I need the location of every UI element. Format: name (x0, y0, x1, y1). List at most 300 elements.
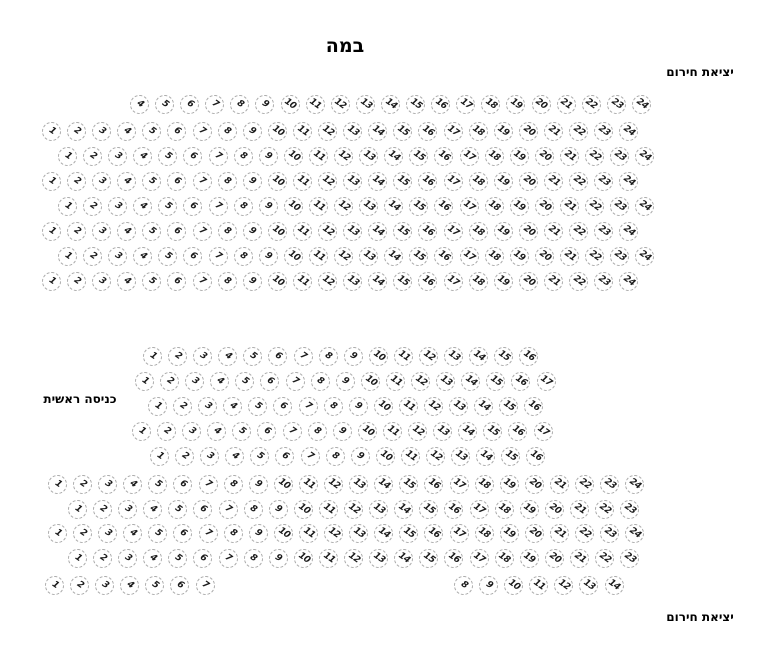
seat-rear-r4-9[interactable] (243, 172, 262, 191)
seat-front-r3-22[interactable] (575, 524, 594, 543)
seat-middle-r5-1[interactable] (150, 447, 169, 466)
seat-rear-r2-12[interactable] (318, 122, 337, 141)
seat-front-r3-2[interactable] (73, 524, 92, 543)
seat-rear-r1-12[interactable] (331, 95, 350, 114)
seat-rear-r3-1[interactable] (58, 147, 77, 166)
seat-rear-r2-16[interactable] (418, 122, 437, 141)
seat-rear-r7-19[interactable] (510, 247, 529, 266)
seat-front-r3-24[interactable] (625, 524, 644, 543)
seat-front-r3-11[interactable] (299, 524, 318, 543)
seat-middle-r2-13[interactable] (436, 372, 455, 391)
seat-middle-r1-12[interactable] (419, 347, 438, 366)
seat-front-r1-8[interactable] (224, 475, 243, 494)
seat-rear-r2-4[interactable] (117, 122, 136, 141)
seat-front-r3-9[interactable] (249, 524, 268, 543)
seat-front-r2-20[interactable] (545, 500, 564, 519)
seat-rear-r3-23[interactable] (610, 147, 629, 166)
seat-rear-r3-16[interactable] (434, 147, 453, 166)
seat-middle-r5-13[interactable] (451, 447, 470, 466)
seat-rear-r3-4[interactable] (133, 147, 152, 166)
seat-rear-r8-9[interactable] (243, 272, 262, 291)
seat-rear-r3-24[interactable] (635, 147, 654, 166)
seat-middle-r3-16[interactable] (524, 397, 543, 416)
seat-rear-r7-18[interactable] (485, 247, 504, 266)
seat-front-r1-12[interactable] (324, 475, 343, 494)
seat-front-r4-5[interactable] (168, 549, 187, 568)
seat-front-r5-10[interactable] (504, 576, 523, 595)
seat-middle-r4-4[interactable] (207, 422, 226, 441)
seat-rear-r5-16[interactable] (434, 197, 453, 216)
seat-front-r4-23[interactable] (620, 549, 639, 568)
seat-rear-r4-7[interactable] (193, 172, 212, 191)
seat-middle-r5-8[interactable] (326, 447, 345, 466)
seat-rear-r4-2[interactable] (67, 172, 86, 191)
seat-middle-r3-9[interactable] (349, 397, 368, 416)
seat-front-r2-3[interactable] (118, 500, 137, 519)
seat-rear-r4-3[interactable] (92, 172, 111, 191)
seat-rear-r6-19[interactable] (494, 222, 513, 241)
seat-rear-r1-6[interactable] (180, 95, 199, 114)
seat-rear-r8-4[interactable] (117, 272, 136, 291)
seat-rear-r4-12[interactable] (318, 172, 337, 191)
seat-middle-r3-6[interactable] (273, 397, 292, 416)
seat-middle-r5-9[interactable] (351, 447, 370, 466)
seat-rear-r1-18[interactable] (481, 95, 500, 114)
seat-middle-r2-5[interactable] (235, 372, 254, 391)
seat-rear-r6-17[interactable] (444, 222, 463, 241)
seat-rear-r2-18[interactable] (469, 122, 488, 141)
seat-middle-r4-3[interactable] (182, 422, 201, 441)
seat-middle-r3-12[interactable] (424, 397, 443, 416)
seat-rear-r3-14[interactable] (384, 147, 403, 166)
seat-middle-r1-11[interactable] (394, 347, 413, 366)
seat-rear-r4-10[interactable] (268, 172, 287, 191)
seat-rear-r2-17[interactable] (444, 122, 463, 141)
seat-front-r2-18[interactable] (495, 500, 514, 519)
seat-rear-r6-13[interactable] (343, 222, 362, 241)
seat-rear-r4-21[interactable] (544, 172, 563, 191)
seat-middle-r1-10[interactable] (369, 347, 388, 366)
seat-rear-r5-5[interactable] (158, 197, 177, 216)
seat-front-r1-18[interactable] (475, 475, 494, 494)
seat-front-r4-22[interactable] (595, 549, 614, 568)
seat-front-r1-20[interactable] (525, 475, 544, 494)
seat-rear-r8-20[interactable] (519, 272, 538, 291)
seat-rear-r5-2[interactable] (83, 197, 102, 216)
seat-rear-r8-22[interactable] (569, 272, 588, 291)
seat-rear-r6-20[interactable] (519, 222, 538, 241)
seat-front-r2-1[interactable] (68, 500, 87, 519)
seat-middle-r1-16[interactable] (519, 347, 538, 366)
seat-front-r4-16[interactable] (444, 549, 463, 568)
seat-middle-r4-17[interactable] (534, 422, 553, 441)
seat-rear-r2-21[interactable] (544, 122, 563, 141)
seat-rear-r8-11[interactable] (293, 272, 312, 291)
seat-rear-r4-18[interactable] (469, 172, 488, 191)
seat-front-r4-13[interactable] (369, 549, 388, 568)
seat-rear-r8-23[interactable] (594, 272, 613, 291)
seat-rear-r3-3[interactable] (108, 147, 127, 166)
seat-front-r1-24[interactable] (625, 475, 644, 494)
seat-middle-r2-17[interactable] (537, 372, 556, 391)
seat-rear-r4-24[interactable] (619, 172, 638, 191)
seat-rear-r2-3[interactable] (92, 122, 111, 141)
seat-middle-r5-15[interactable] (501, 447, 520, 466)
seat-rear-r3-10[interactable] (284, 147, 303, 166)
seat-rear-r8-17[interactable] (444, 272, 463, 291)
seat-rear-r3-5[interactable] (158, 147, 177, 166)
seat-rear-r3-6[interactable] (183, 147, 202, 166)
seat-front-r1-9[interactable] (249, 475, 268, 494)
seat-rear-r4-16[interactable] (418, 172, 437, 191)
seat-rear-r8-19[interactable] (494, 272, 513, 291)
seat-middle-r5-16[interactable] (526, 447, 545, 466)
seat-rear-r1-17[interactable] (456, 95, 475, 114)
seat-middle-r1-1[interactable] (143, 347, 162, 366)
seat-front-r4-19[interactable] (520, 549, 539, 568)
seat-front-r1-3[interactable] (98, 475, 117, 494)
seat-middle-r4-12[interactable] (408, 422, 427, 441)
seat-rear-r4-23[interactable] (594, 172, 613, 191)
seat-middle-r4-13[interactable] (433, 422, 452, 441)
seat-rear-r7-21[interactable] (560, 247, 579, 266)
seat-front-r2-22[interactable] (595, 500, 614, 519)
seat-middle-r1-14[interactable] (469, 347, 488, 366)
seat-rear-r5-13[interactable] (359, 197, 378, 216)
seat-rear-r5-23[interactable] (610, 197, 629, 216)
seat-front-r5-9[interactable] (479, 576, 498, 595)
seat-front-r4-11[interactable] (319, 549, 338, 568)
seat-rear-r4-14[interactable] (368, 172, 387, 191)
seat-rear-r7-11[interactable] (309, 247, 328, 266)
seat-rear-r6-18[interactable] (469, 222, 488, 241)
seat-front-r2-5[interactable] (168, 500, 187, 519)
seat-middle-r1-15[interactable] (494, 347, 513, 366)
seat-rear-r6-16[interactable] (418, 222, 437, 241)
seat-rear-r7-14[interactable] (384, 247, 403, 266)
seat-front-r5-14[interactable] (605, 576, 624, 595)
seat-front-r5-8[interactable] (454, 576, 473, 595)
seat-middle-r3-10[interactable] (374, 397, 393, 416)
seat-rear-r2-10[interactable] (268, 122, 287, 141)
seat-middle-r5-7[interactable] (301, 447, 320, 466)
seat-middle-r4-7[interactable] (283, 422, 302, 441)
seat-rear-r6-2[interactable] (67, 222, 86, 241)
seat-rear-r5-24[interactable] (635, 197, 654, 216)
seat-middle-r4-14[interactable] (458, 422, 477, 441)
seat-front-r1-15[interactable] (399, 475, 418, 494)
seat-middle-r5-14[interactable] (476, 447, 495, 466)
seat-rear-r1-22[interactable] (582, 95, 601, 114)
seat-rear-r8-24[interactable] (619, 272, 638, 291)
seat-rear-r8-1[interactable] (42, 272, 61, 291)
seat-rear-r7-7[interactable] (209, 247, 228, 266)
seat-middle-r2-1[interactable] (135, 372, 154, 391)
seat-front-r4-14[interactable] (394, 549, 413, 568)
seat-rear-r1-7[interactable] (205, 95, 224, 114)
seat-rear-r3-22[interactable] (585, 147, 604, 166)
seat-front-r2-10[interactable] (294, 500, 313, 519)
seat-rear-r2-7[interactable] (193, 122, 212, 141)
seat-rear-r8-10[interactable] (268, 272, 287, 291)
seat-rear-r7-16[interactable] (434, 247, 453, 266)
seat-middle-r1-4[interactable] (218, 347, 237, 366)
seat-rear-r3-8[interactable] (234, 147, 253, 166)
seat-rear-r6-24[interactable] (619, 222, 638, 241)
seat-rear-r5-9[interactable] (259, 197, 278, 216)
seat-middle-r5-3[interactable] (200, 447, 219, 466)
seat-rear-r3-7[interactable] (209, 147, 228, 166)
seat-front-r2-16[interactable] (444, 500, 463, 519)
seat-front-r3-19[interactable] (500, 524, 519, 543)
seat-rear-r2-22[interactable] (569, 122, 588, 141)
seat-rear-r7-24[interactable] (635, 247, 654, 266)
seat-front-r3-4[interactable] (123, 524, 142, 543)
seat-rear-r5-15[interactable] (409, 197, 428, 216)
seat-rear-r5-1[interactable] (58, 197, 77, 216)
seat-front-r1-7[interactable] (199, 475, 218, 494)
seat-middle-r1-5[interactable] (243, 347, 262, 366)
seat-rear-r3-15[interactable] (409, 147, 428, 166)
seat-rear-r8-7[interactable] (193, 272, 212, 291)
seat-rear-r7-13[interactable] (359, 247, 378, 266)
seat-front-r1-6[interactable] (173, 475, 192, 494)
seat-rear-r5-6[interactable] (183, 197, 202, 216)
seat-middle-r3-1[interactable] (148, 397, 167, 416)
seat-rear-r5-11[interactable] (309, 197, 328, 216)
seat-front-r3-10[interactable] (274, 524, 293, 543)
seat-rear-r8-14[interactable] (368, 272, 387, 291)
seat-middle-r2-9[interactable] (336, 372, 355, 391)
seat-front-r2-4[interactable] (143, 500, 162, 519)
seat-rear-r6-21[interactable] (544, 222, 563, 241)
seat-rear-r2-9[interactable] (243, 122, 262, 141)
seat-front-r5-13[interactable] (579, 576, 598, 595)
seat-front-r4-21[interactable] (570, 549, 589, 568)
seat-middle-r2-8[interactable] (311, 372, 330, 391)
seat-front-r5-5[interactable] (145, 576, 164, 595)
seat-middle-r5-11[interactable] (401, 447, 420, 466)
seat-rear-r1-15[interactable] (406, 95, 425, 114)
seat-rear-r1-21[interactable] (557, 95, 576, 114)
seat-middle-r1-8[interactable] (319, 347, 338, 366)
seat-rear-r1-24[interactable] (632, 95, 651, 114)
seat-rear-r5-14[interactable] (384, 197, 403, 216)
seat-front-r2-15[interactable] (419, 500, 438, 519)
seat-middle-r2-14[interactable] (461, 372, 480, 391)
seat-rear-r6-7[interactable] (193, 222, 212, 241)
seat-middle-r4-10[interactable] (358, 422, 377, 441)
seat-rear-r6-14[interactable] (368, 222, 387, 241)
seat-rear-r4-19[interactable] (494, 172, 513, 191)
seat-front-r3-20[interactable] (525, 524, 544, 543)
seat-front-r3-18[interactable] (475, 524, 494, 543)
seat-rear-r5-8[interactable] (234, 197, 253, 216)
seat-rear-r2-2[interactable] (67, 122, 86, 141)
seat-rear-r8-2[interactable] (67, 272, 86, 291)
seat-middle-r3-3[interactable] (198, 397, 217, 416)
seat-front-r2-23[interactable] (620, 500, 639, 519)
seat-middle-r2-7[interactable] (286, 372, 305, 391)
seat-rear-r3-2[interactable] (83, 147, 102, 166)
seat-rear-r1-20[interactable] (532, 95, 551, 114)
seat-rear-r1-19[interactable] (506, 95, 525, 114)
seat-rear-r2-20[interactable] (519, 122, 538, 141)
seat-rear-r5-12[interactable] (334, 197, 353, 216)
seat-rear-r5-7[interactable] (209, 197, 228, 216)
seat-middle-r2-3[interactable] (185, 372, 204, 391)
seat-middle-r4-11[interactable] (383, 422, 402, 441)
seat-rear-r1-4[interactable] (130, 95, 149, 114)
seat-rear-r3-11[interactable] (309, 147, 328, 166)
seat-rear-r4-15[interactable] (393, 172, 412, 191)
seat-front-r4-3[interactable] (118, 549, 137, 568)
seat-front-r2-9[interactable] (269, 500, 288, 519)
seat-front-r4-6[interactable] (193, 549, 212, 568)
seat-rear-r4-20[interactable] (519, 172, 538, 191)
seat-front-r1-4[interactable] (123, 475, 142, 494)
seat-middle-r3-2[interactable] (173, 397, 192, 416)
seat-rear-r8-15[interactable] (393, 272, 412, 291)
seat-rear-r7-17[interactable] (460, 247, 479, 266)
seat-middle-r5-6[interactable] (275, 447, 294, 466)
seat-front-r5-4[interactable] (120, 576, 139, 595)
seat-front-r1-13[interactable] (349, 475, 368, 494)
seat-front-r3-6[interactable] (173, 524, 192, 543)
seat-front-r3-17[interactable] (450, 524, 469, 543)
seat-front-r2-12[interactable] (344, 500, 363, 519)
seat-front-r3-23[interactable] (600, 524, 619, 543)
seat-middle-r4-2[interactable] (157, 422, 176, 441)
seat-rear-r4-22[interactable] (569, 172, 588, 191)
seat-middle-r2-15[interactable] (486, 372, 505, 391)
seat-front-r2-13[interactable] (369, 500, 388, 519)
seat-rear-r6-4[interactable] (117, 222, 136, 241)
seat-front-r2-14[interactable] (394, 500, 413, 519)
seat-rear-r7-12[interactable] (334, 247, 353, 266)
seat-rear-r7-23[interactable] (610, 247, 629, 266)
seat-front-r4-12[interactable] (344, 549, 363, 568)
seat-rear-r2-13[interactable] (343, 122, 362, 141)
seat-front-r4-15[interactable] (419, 549, 438, 568)
seat-rear-r5-18[interactable] (485, 197, 504, 216)
seat-middle-r1-9[interactable] (344, 347, 363, 366)
seat-rear-r1-9[interactable] (255, 95, 274, 114)
seat-middle-r2-2[interactable] (160, 372, 179, 391)
seat-front-r4-7[interactable] (219, 549, 238, 568)
seat-rear-r8-6[interactable] (167, 272, 186, 291)
seat-rear-r6-23[interactable] (594, 222, 613, 241)
seat-rear-r2-1[interactable] (42, 122, 61, 141)
seat-front-r3-21[interactable] (550, 524, 569, 543)
seat-rear-r7-3[interactable] (108, 247, 127, 266)
seat-rear-r4-13[interactable] (343, 172, 362, 191)
seat-middle-r4-16[interactable] (508, 422, 527, 441)
seat-rear-r8-18[interactable] (469, 272, 488, 291)
seat-rear-r5-17[interactable] (460, 197, 479, 216)
seat-rear-r7-22[interactable] (585, 247, 604, 266)
seat-rear-r7-10[interactable] (284, 247, 303, 266)
seat-front-r1-5[interactable] (148, 475, 167, 494)
seat-front-r3-5[interactable] (148, 524, 167, 543)
seat-middle-r3-7[interactable] (299, 397, 318, 416)
seat-rear-r6-6[interactable] (167, 222, 186, 241)
seat-front-r4-8[interactable] (244, 549, 263, 568)
seat-rear-r6-15[interactable] (393, 222, 412, 241)
seat-rear-r7-9[interactable] (259, 247, 278, 266)
seat-middle-r1-3[interactable] (193, 347, 212, 366)
seat-rear-r6-11[interactable] (293, 222, 312, 241)
seat-rear-r6-10[interactable] (268, 222, 287, 241)
seat-front-r1-1[interactable] (48, 475, 67, 494)
seat-front-r1-17[interactable] (450, 475, 469, 494)
seat-rear-r3-20[interactable] (535, 147, 554, 166)
seat-front-r2-6[interactable] (193, 500, 212, 519)
seat-rear-r8-21[interactable] (544, 272, 563, 291)
seat-front-r4-1[interactable] (68, 549, 87, 568)
seat-rear-r2-6[interactable] (167, 122, 186, 141)
seat-middle-r4-9[interactable] (333, 422, 352, 441)
seat-middle-r3-11[interactable] (399, 397, 418, 416)
seat-rear-r2-24[interactable] (619, 122, 638, 141)
seat-front-r3-14[interactable] (374, 524, 393, 543)
seat-middle-r1-13[interactable] (444, 347, 463, 366)
seat-front-r5-12[interactable] (554, 576, 573, 595)
seat-middle-r4-8[interactable] (308, 422, 327, 441)
seat-middle-r2-6[interactable] (260, 372, 279, 391)
seat-rear-r8-13[interactable] (343, 272, 362, 291)
seat-rear-r6-5[interactable] (142, 222, 161, 241)
seat-middle-r4-5[interactable] (232, 422, 251, 441)
seat-rear-r6-1[interactable] (42, 222, 61, 241)
seat-front-r1-2[interactable] (73, 475, 92, 494)
seat-middle-r2-4[interactable] (210, 372, 229, 391)
seat-rear-r2-14[interactable] (368, 122, 387, 141)
seat-front-r4-10[interactable] (294, 549, 313, 568)
seat-middle-r4-15[interactable] (483, 422, 502, 441)
seat-rear-r3-13[interactable] (359, 147, 378, 166)
seat-front-r5-1[interactable] (45, 576, 64, 595)
seat-rear-r4-1[interactable] (42, 172, 61, 191)
seat-rear-r5-22[interactable] (585, 197, 604, 216)
seat-rear-r3-12[interactable] (334, 147, 353, 166)
seat-rear-r8-3[interactable] (92, 272, 111, 291)
seat-front-r5-6[interactable] (170, 576, 189, 595)
seat-rear-r7-4[interactable] (133, 247, 152, 266)
seat-rear-r7-5[interactable] (158, 247, 177, 266)
seat-front-r2-8[interactable] (244, 500, 263, 519)
seat-rear-r3-9[interactable] (259, 147, 278, 166)
seat-middle-r5-5[interactable] (250, 447, 269, 466)
seat-rear-r5-4[interactable] (133, 197, 152, 216)
seat-rear-r1-11[interactable] (306, 95, 325, 114)
seat-rear-r5-19[interactable] (510, 197, 529, 216)
seat-rear-r6-3[interactable] (92, 222, 111, 241)
seat-front-r2-2[interactable] (93, 500, 112, 519)
seat-rear-r5-21[interactable] (560, 197, 579, 216)
seat-middle-r4-6[interactable] (257, 422, 276, 441)
seat-middle-r1-7[interactable] (294, 347, 313, 366)
seat-rear-r4-8[interactable] (218, 172, 237, 191)
seat-middle-r3-5[interactable] (248, 397, 267, 416)
seat-rear-r6-9[interactable] (243, 222, 262, 241)
seat-front-r5-2[interactable] (70, 576, 89, 595)
seat-middle-r3-15[interactable] (499, 397, 518, 416)
seat-front-r3-16[interactable] (424, 524, 443, 543)
seat-rear-r7-6[interactable] (183, 247, 202, 266)
seat-front-r2-7[interactable] (219, 500, 238, 519)
seat-front-r4-2[interactable] (93, 549, 112, 568)
